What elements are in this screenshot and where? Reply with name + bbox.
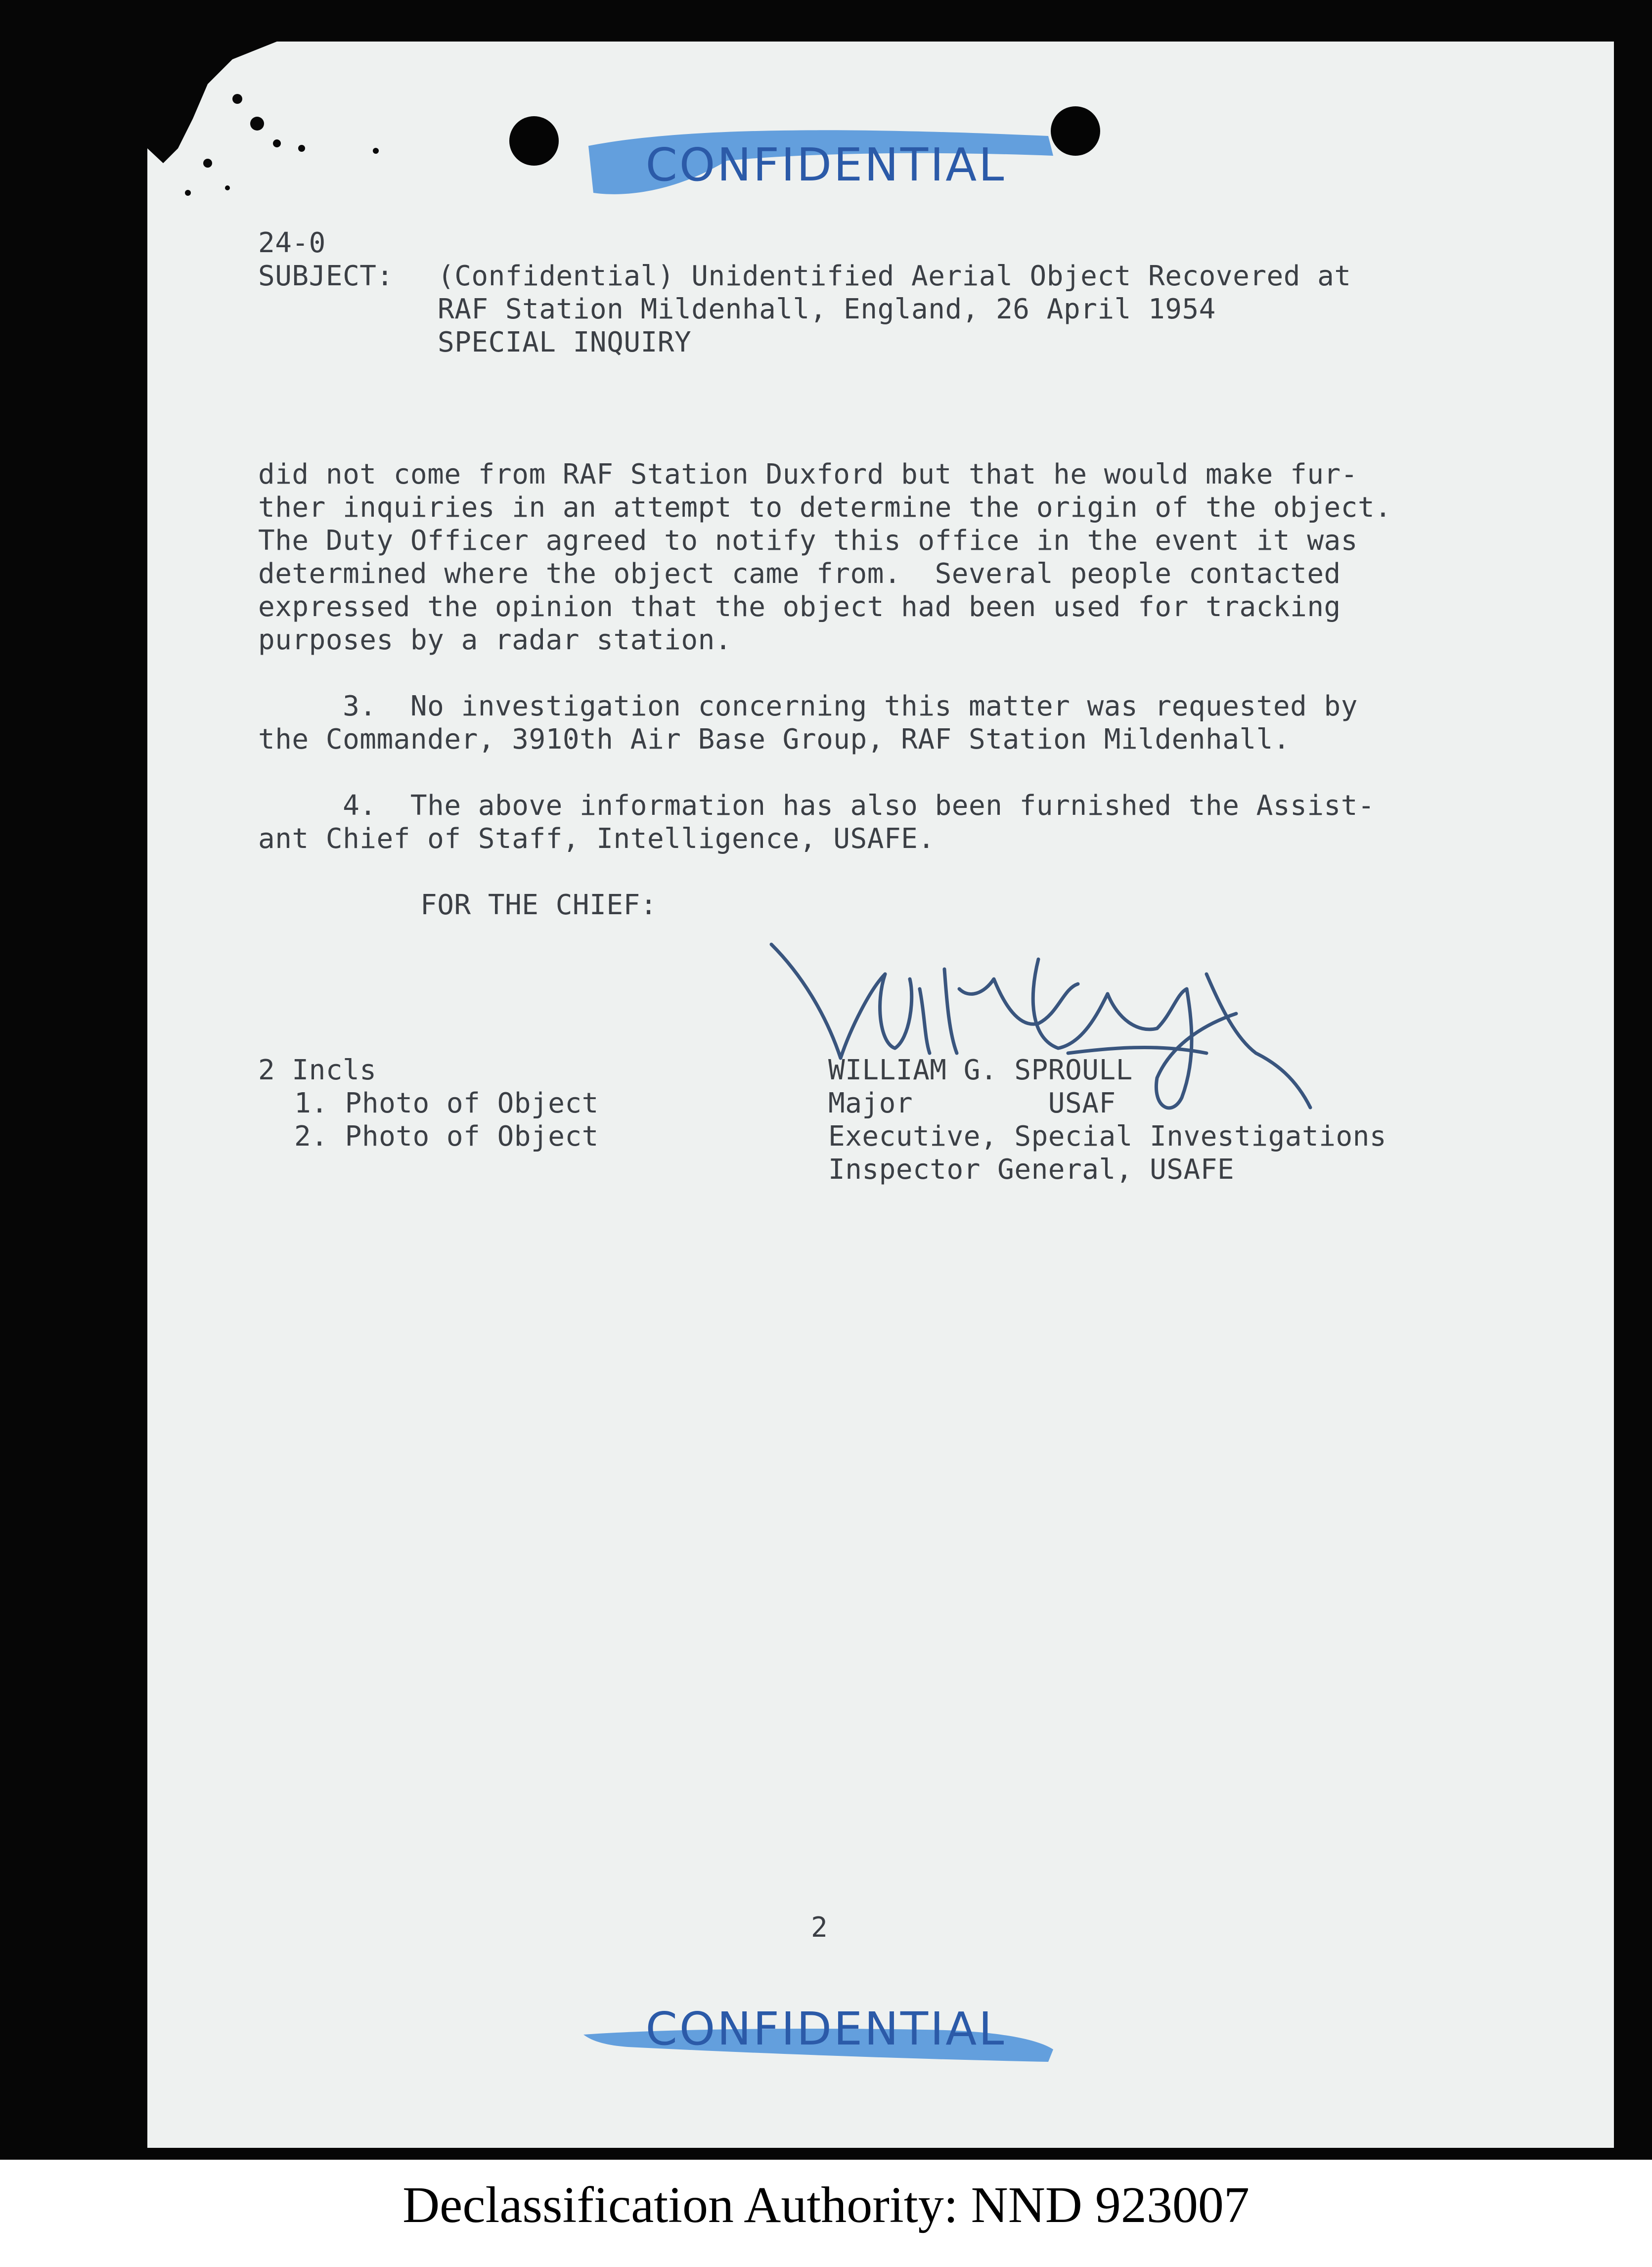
subject-line-3: SPECIAL INQUIRY: [438, 326, 692, 358]
punch-hole-left: [509, 116, 559, 166]
body-line: expressed the opinion that the object had been used for tracking: [258, 591, 1341, 623]
body-line: purposes by a radar station.: [258, 624, 732, 656]
inclosure-item: 1. Photo of Object: [294, 1087, 599, 1119]
signer-office: Inspector General, USAFE: [828, 1154, 1235, 1186]
paragraph-4-line: 4. The above information has also been furnished the Assist-: [258, 790, 1375, 822]
body-line: did not come from RAF Station Duxford but that he would make fur-: [258, 458, 1358, 490]
stamp-text-bottom: CONFIDENTIAL: [645, 2002, 1006, 2055]
declassification-caption: Declassification Authority: NND 923007: [402, 2177, 1250, 2233]
stamp-text-top: CONFIDENTIAL: [645, 138, 1006, 191]
signer-rank: Major USAF: [828, 1087, 1116, 1119]
confidential-stamp-bottom: [579, 2000, 1073, 2064]
confidential-stamp-top: [579, 126, 1073, 190]
page-number: 2: [811, 1911, 828, 1944]
body-line: The Duty Officer agreed to notify this office in the event it was: [258, 525, 1358, 557]
inclosure-item: 2. Photo of Object: [294, 1120, 599, 1153]
closing-line: FOR THE CHIEF:: [420, 889, 658, 921]
handwritten-signature: [761, 930, 1320, 1117]
subject-line-2: RAF Station Mildenhall, England, 26 April 1954: [438, 293, 1216, 325]
body-line: ther inquiries in an attempt to determine the origin of the object.: [258, 491, 1392, 524]
body-line: determined where the object came from. Several people contacted: [258, 558, 1341, 590]
signer-title: Executive, Special Investigations: [828, 1120, 1387, 1153]
paragraph-3-line: the Commander, 3910th Air Base Group, RAF Station Mildenhall.: [258, 723, 1291, 756]
paragraph-4-line: ant Chief of Staff, Intelligence, USAFE.: [258, 823, 935, 855]
subject-line-1: (Confidential) Unidentified Aerial Object Recovered at: [438, 260, 1351, 292]
inclosures-heading: 2 Incls: [258, 1054, 377, 1086]
signer-name: WILLIAM G. SPROULL: [828, 1054, 1133, 1086]
subject-label: SUBJECT:: [258, 260, 394, 292]
file-code: 24-0: [258, 227, 326, 259]
paragraph-3-line: 3. No investigation concerning this matter was requested by: [258, 690, 1358, 722]
